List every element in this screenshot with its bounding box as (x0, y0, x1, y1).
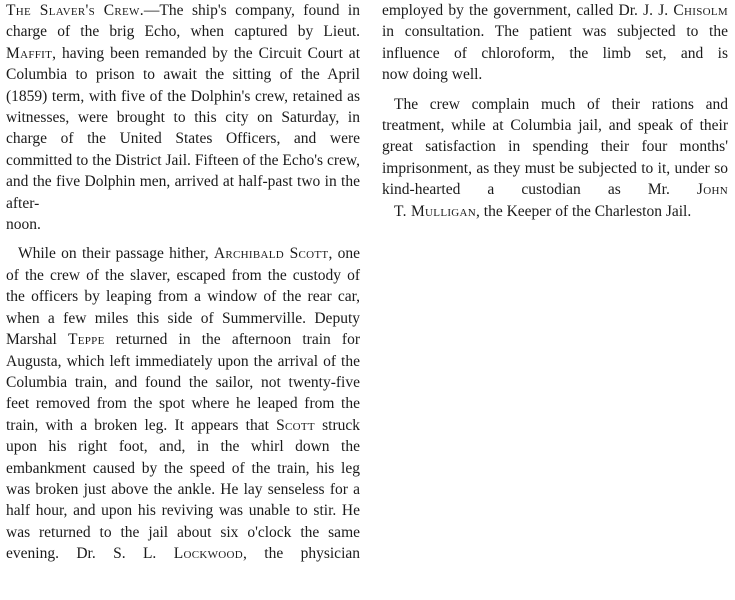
article-heading: The Slaver's Crew. (6, 2, 144, 19)
name-maffit: Maffit (6, 44, 53, 62)
name-scott: Scott (276, 416, 315, 434)
name-archibald-scott: Archibald Scott (213, 245, 329, 263)
paragraph-gap (6, 235, 360, 243)
article-paragraph-1: The Slaver's Crew.—The ship's company, found in charge of the brig Echo, when captured by Lieut. Maffit, having been remanded by the Circuit Court at Columbia to prison to await the sitting of the April (1859) term, with five of the Dolphin's crew, retained as witnesses, were brought to this city on Saturday, in charge of the United States Officers, and were committed to the District Jail. Fifteen of the Echo's crew, and the five Dolphin men, arrived at half-past two in the after- noon. (6, 2, 360, 234)
left-column (6, 0, 360, 565)
name-teppe: Teppe (67, 331, 105, 349)
right-column (382, 0, 728, 222)
article-paragraph-4: The crew complain much of their rations and treatment, while at Columbia jail, and speak of their great satisfaction in spending their four months' imprisonment, as they must be subjected to it, under so kind-hearted a custodian as Mr. John T. Mulligan, the Keeper of the Charleston Jail. (382, 95, 728, 220)
article-paragraph-3: employed by the government, called Dr. J. J. Chisolm in consultation. The patient was subjected to the influence of chloroform, the limb set, and is now doing well. (382, 2, 728, 84)
name-lockwood: Lockwood (173, 545, 244, 563)
paragraph-gap (382, 86, 728, 94)
name-chisolm: Chisolm (673, 2, 728, 19)
article-paragraph-2: While on their passage hither, Archibald Scott, one of the crew of the slaver, escaped from the custody of the officers by leaping from a window of the rear car, when a few miles this side of Summerville. Deputy Marshal Teppe returned in the afternoon train for Augusta, which left immediately upon the arrival of the Columbia train, and found the sailor, not twenty-five feet removed from the spot where he leaped from the train, with a broken leg. It appears that Scott struck upon his right foot, and, in the whirl down the embankment caused by the speed of the train, his leg was broken just above the ankle. He lay senseless for a half hour, and upon his reviving was unable to stir. He was returned to the jail about six o'clock the same evening. Dr. S. L. Lockwood, the physician (6, 245, 361, 563)
name-mulligan: T. Mulligan (394, 202, 477, 220)
name-john: John (696, 181, 728, 199)
